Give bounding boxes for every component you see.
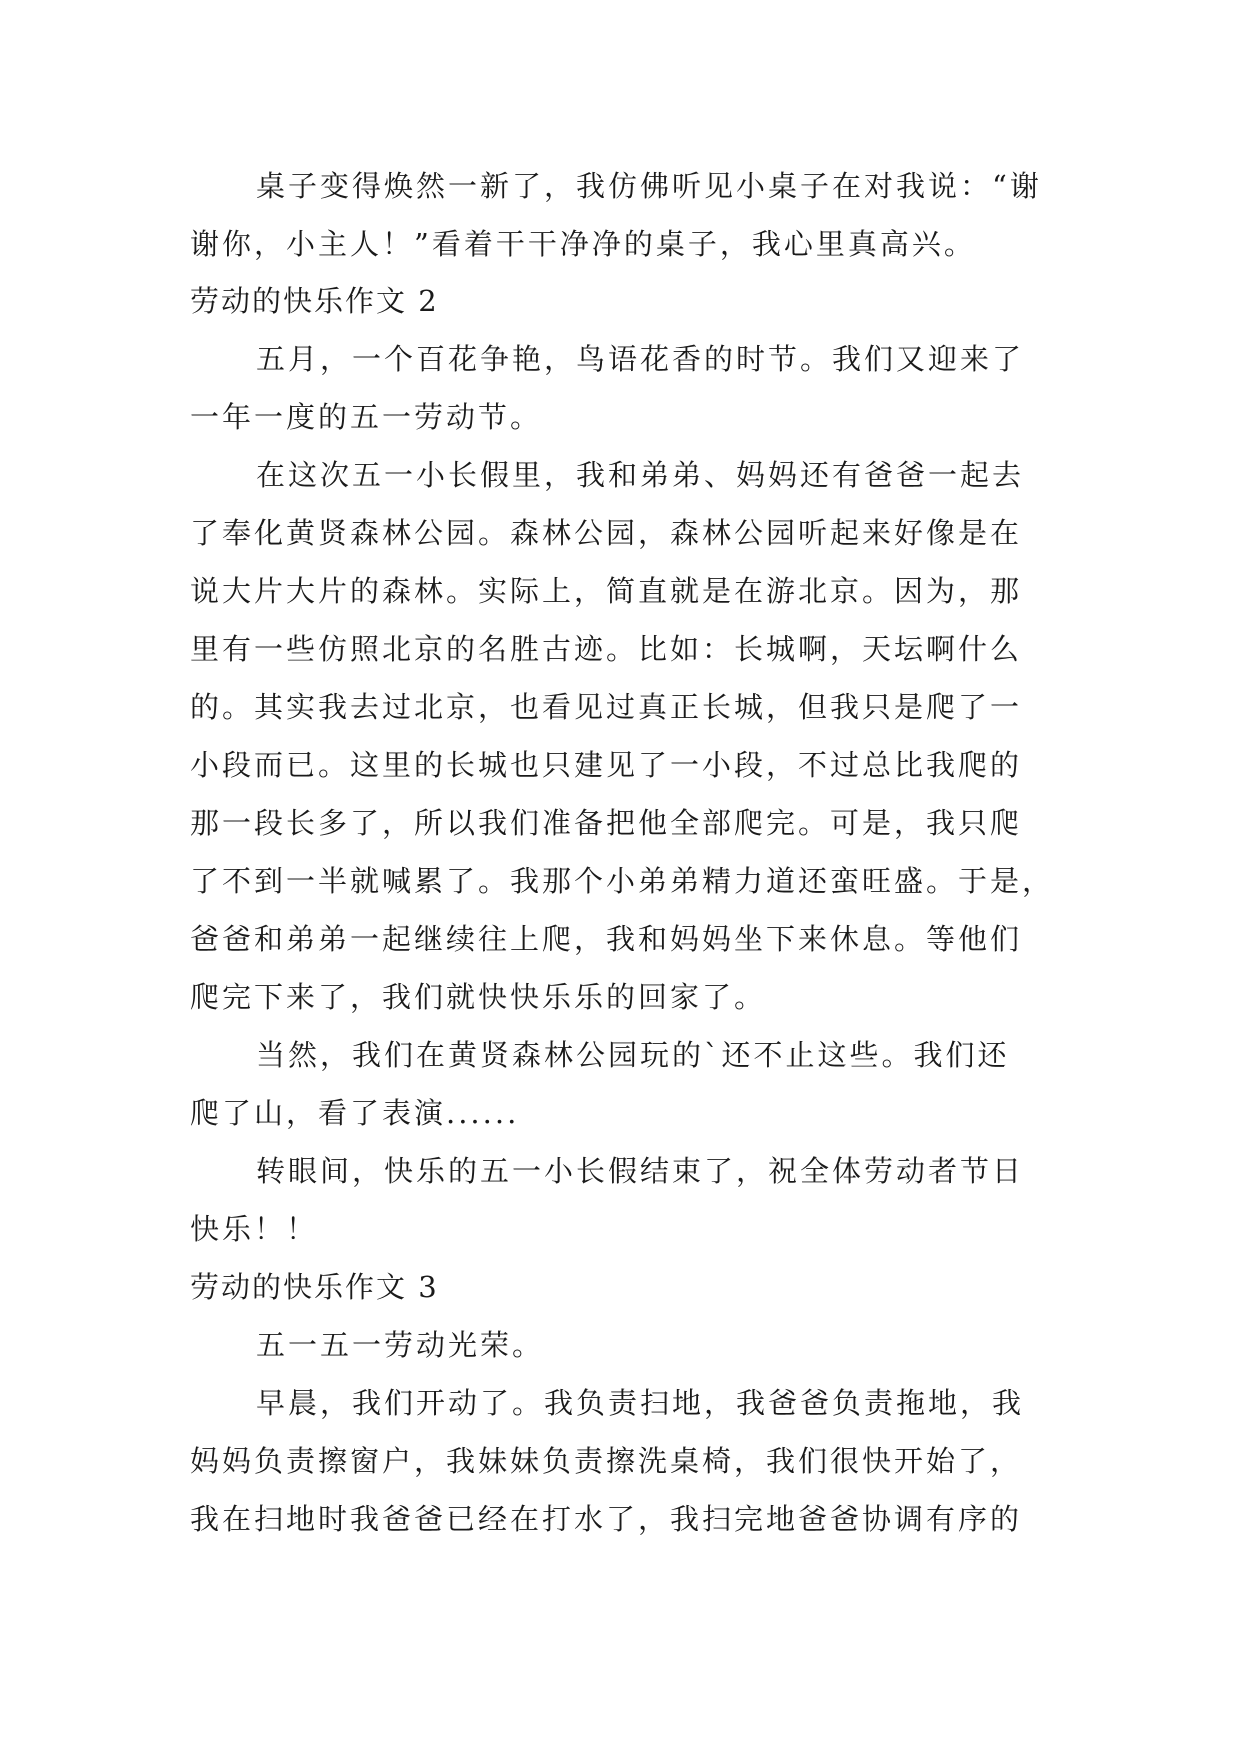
paragraph-line: 快乐！！: [190, 1212, 319, 1246]
paragraph-line: 桌子变得焕然一新了，我仿佛听见小桌子在对我说：“谢: [256, 169, 1042, 203]
paragraph-line: 爬完下来了，我们就快快乐乐的回家了。: [190, 980, 767, 1014]
section-heading: 劳动的快乐作文 2: [190, 284, 439, 318]
paragraph-line: 一年一度的五一劳动节。: [190, 400, 543, 434]
paragraph-line: 五一五一劳动光荣。: [256, 1328, 545, 1362]
paragraph-line: 的。其实我去过北京，也看见过真正长城，但我只是爬了一: [190, 690, 1023, 724]
paragraph-line: 爸爸和弟弟一起继续往上爬，我和妈妈坐下来休息。等他们: [190, 922, 1023, 956]
paragraph-line: 早晨，我们开动了。我负责扫地，我爸爸负责拖地，我: [256, 1386, 1025, 1420]
paragraph-line: 当然，我们在黄贤森林公园玩的`还不止这些。我们还: [256, 1038, 1010, 1072]
paragraph-line: 小段而已。这里的长城也只建见了一小段，不过总比我爬的: [190, 748, 1023, 782]
paragraph-line: 转眼间，快乐的五一小长假结束了，祝全体劳动者节日: [256, 1154, 1025, 1188]
paragraph-line: 爬了山，看了表演......: [190, 1096, 520, 1130]
paragraph-line: 说大片大片的森林。实际上，简直就是在游北京。因为，那: [190, 574, 1023, 608]
paragraph-line: 我在扫地时我爸爸已经在打水了，我扫完地爸爸协调有序的: [190, 1502, 1023, 1536]
paragraph-line: 了不到一半就喊累了。我那个小弟弟精力道还蛮旺盛。于是，: [190, 864, 1055, 898]
paragraph-line: 那一段长多了，所以我们准备把他全部爬完。可是，我只爬: [190, 806, 1023, 840]
paragraph-line: 谢你，小主人！”看着干干净净的桌子，我心里真高兴。: [190, 227, 976, 261]
paragraph-line: 五月，一个百花争艳，鸟语花香的时节。我们又迎来了: [256, 342, 1025, 376]
paragraph-line: 在这次五一小长假里，我和弟弟、妈妈还有爸爸一起去: [256, 458, 1025, 492]
section-heading: 劳动的快乐作文 3: [190, 1270, 439, 1304]
paragraph-line: 妈妈负责擦窗户，我妹妹负责擦洗桌椅，我们很快开始了，: [190, 1444, 1023, 1478]
paragraph-line: 里有一些仿照北京的名胜古迹。比如：长城啊，天坛啊什么: [190, 632, 1023, 666]
paragraph-line: 了奉化黄贤森林公园。森林公园，森林公园听起来好像是在: [190, 516, 1023, 550]
